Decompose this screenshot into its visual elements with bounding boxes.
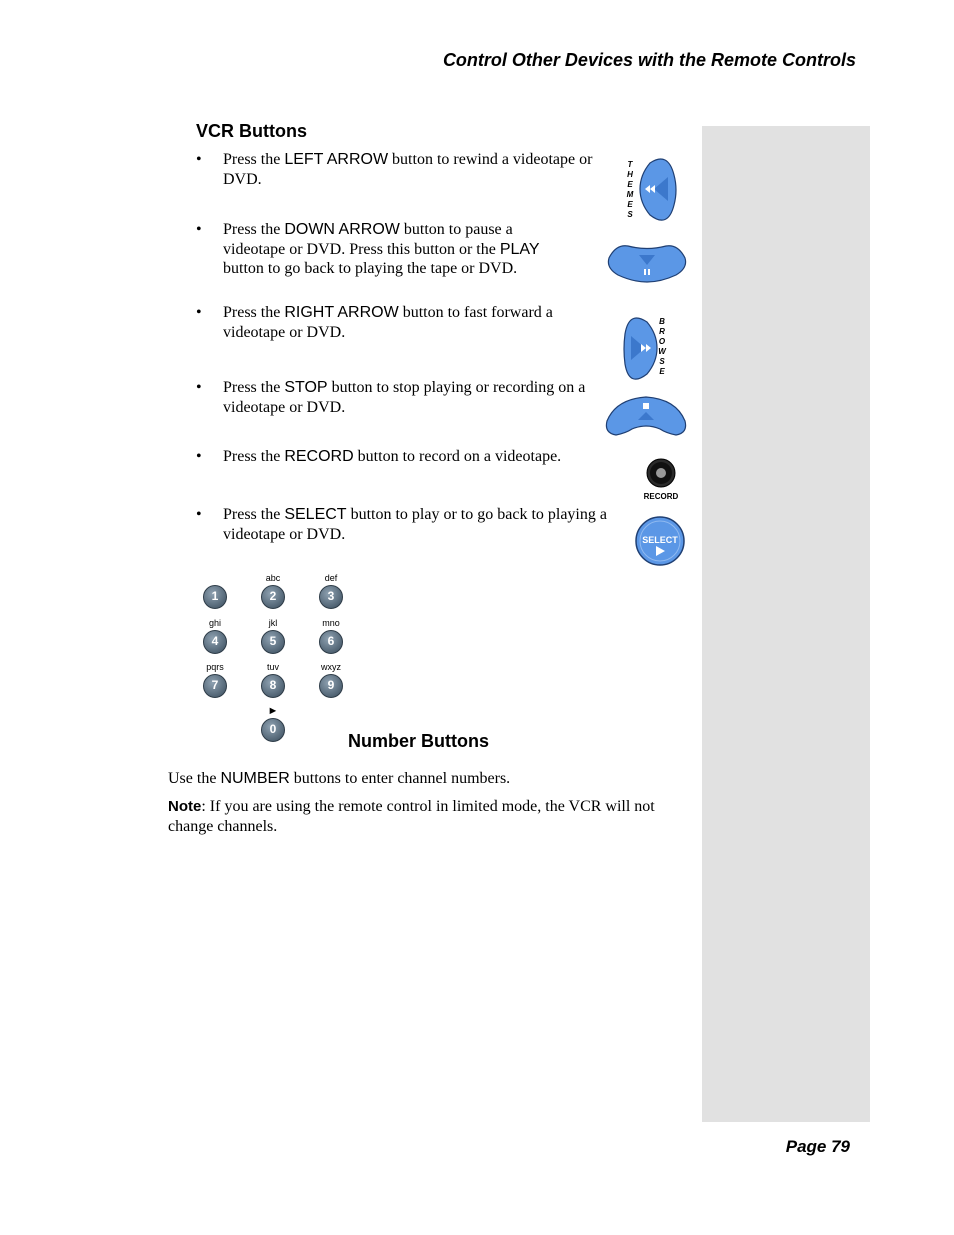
bullet-dot: • — [196, 151, 202, 168]
left-arrow-button-image — [620, 155, 682, 230]
number-buttons-text: Use the NUMBER buttons to enter channel numbers. — [168, 770, 511, 787]
bullet-dot: • — [196, 304, 202, 321]
sidebar-panel — [702, 126, 870, 1122]
select-button-image — [634, 515, 686, 572]
key-4: ghi 4 — [200, 617, 230, 654]
key-6: mno 6 — [316, 617, 346, 654]
record-label: RECORD — [643, 492, 679, 501]
key-3: def 3 — [316, 572, 346, 609]
section-title: VCR Buttons — [196, 121, 307, 141]
number-buttons-title: Number Buttons — [348, 731, 489, 751]
running-head: Control Other Devices with the Remote Controls — [442, 50, 856, 70]
bullet-dot: • — [196, 506, 202, 523]
stop-button-image — [604, 393, 688, 444]
bullet-dot: • — [196, 379, 202, 396]
key-7: pqrs 7 — [200, 661, 230, 698]
select-label: SELECT — [642, 535, 678, 545]
key-2: abc 2 — [258, 572, 288, 609]
bullet-dot: • — [196, 221, 202, 238]
record-button-image — [636, 458, 686, 501]
page-number: Page 79 — [785, 1137, 850, 1156]
note-paragraph: Note: If you are using the remote control in limited mode, the VCR will not change channels. — [168, 798, 655, 835]
right-arrow-button-image — [617, 312, 679, 387]
bullet-dot: • — [196, 448, 202, 465]
key-0: ► 0 — [258, 705, 288, 742]
browse-label: B R O W S E — [658, 317, 666, 376]
key-9: wxyz 9 — [316, 661, 346, 698]
down-arrow-button-image — [606, 242, 688, 289]
number-keypad — [198, 572, 358, 752]
key-1: 1 — [200, 572, 230, 609]
key-8: tuv 8 — [258, 661, 288, 698]
key-5: jkl 5 — [258, 617, 288, 654]
themes-label: T H E M E S — [626, 160, 634, 219]
